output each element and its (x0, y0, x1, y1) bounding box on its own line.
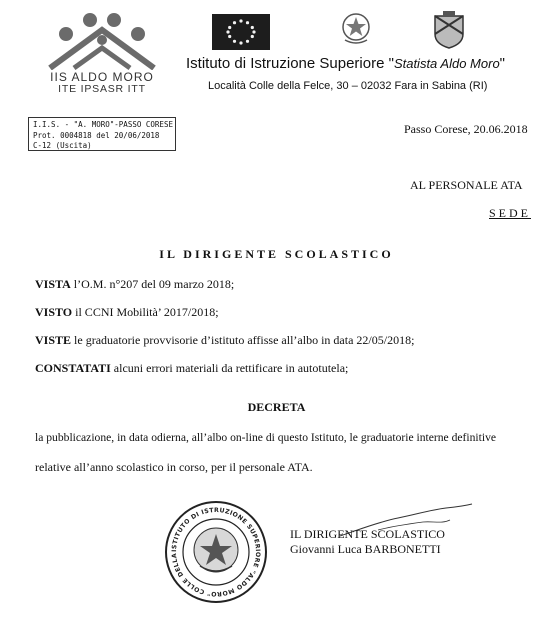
signature-title: IL DIRIGENTE SCOLASTICO (290, 527, 445, 541)
institute-title-end: " (499, 55, 505, 72)
protocol-line2: Prot. 0004818 del 20/06/2018 (33, 130, 160, 140)
document-date: Passo Corese, 20.06.2018 (404, 122, 528, 136)
school-emblem-icon (46, 10, 158, 70)
statement-keyword: CONSTATATI (35, 361, 111, 375)
protocol-stamp (28, 117, 176, 151)
statement-text: alcuni errori materiali da rettificare in autotutela; (110, 361, 349, 375)
body-line2: relative all’anno scolastico in corso, per il personale ATA. (35, 460, 313, 474)
protocol-line1: I.I.S. - "A. MORO"-PASSO CORESE (33, 120, 173, 129)
statement-text: l’O.M. n°207 del 09 marzo 2018; (70, 277, 235, 291)
svg-text:ISTITUTO DI ISTRUZIONE SUPERIO: ISTITUTO DI ISTRUZIONE SUPERIORE "ALDO MORO" COLLE DELLA (170, 506, 262, 598)
statement-visto (35, 305, 219, 320)
document-heading: IL DIRIGENTE SCOLASTICO (159, 247, 394, 261)
institute-subtitle: Statista Aldo Moro (393, 56, 500, 71)
institute-address: Località Colle della Felce, 30 – 02032 Fara in Sabina (RI) (208, 80, 488, 92)
statement-text: il CCNI Mobilità’ 2017/2018; (72, 305, 219, 319)
sede: SEDE (489, 206, 531, 220)
school-logo (38, 10, 166, 98)
logo-line1: IIS ALDO MORO (50, 70, 154, 84)
eu-flag-icon (212, 14, 270, 50)
signature-name: Giovanni Luca BARBONETTI (290, 542, 441, 556)
region-lazio-emblem-icon (432, 10, 466, 50)
statement-constatati (35, 361, 348, 376)
statement-keyword: VISTE (35, 333, 72, 347)
body-line1: la pubblicazione, in data odierna, all’albo on-line di questo Istituto, le graduatorie interne definitive (35, 431, 497, 444)
statement-keyword: VISTO (35, 305, 73, 319)
institute-title (186, 55, 505, 72)
logo-line2: ITE IPSASR ITT (58, 83, 146, 95)
decreta-heading: DECRETA (247, 400, 306, 414)
statement-keyword: VISTA (35, 277, 71, 291)
statement-vista (35, 277, 234, 292)
statement-viste (35, 333, 414, 348)
institute-title-main: Istituto di Istruzione Superiore " (186, 55, 394, 72)
official-seal (164, 500, 268, 604)
recipient: AL PERSONALE ATA (410, 178, 523, 192)
statement-text: le graduatorie provvisorie d’istituto affisse all’albo in data 22/05/2018; (71, 333, 415, 347)
protocol-line3: C-12 (Uscita) (33, 141, 92, 150)
italian-republic-emblem-icon (340, 10, 372, 46)
